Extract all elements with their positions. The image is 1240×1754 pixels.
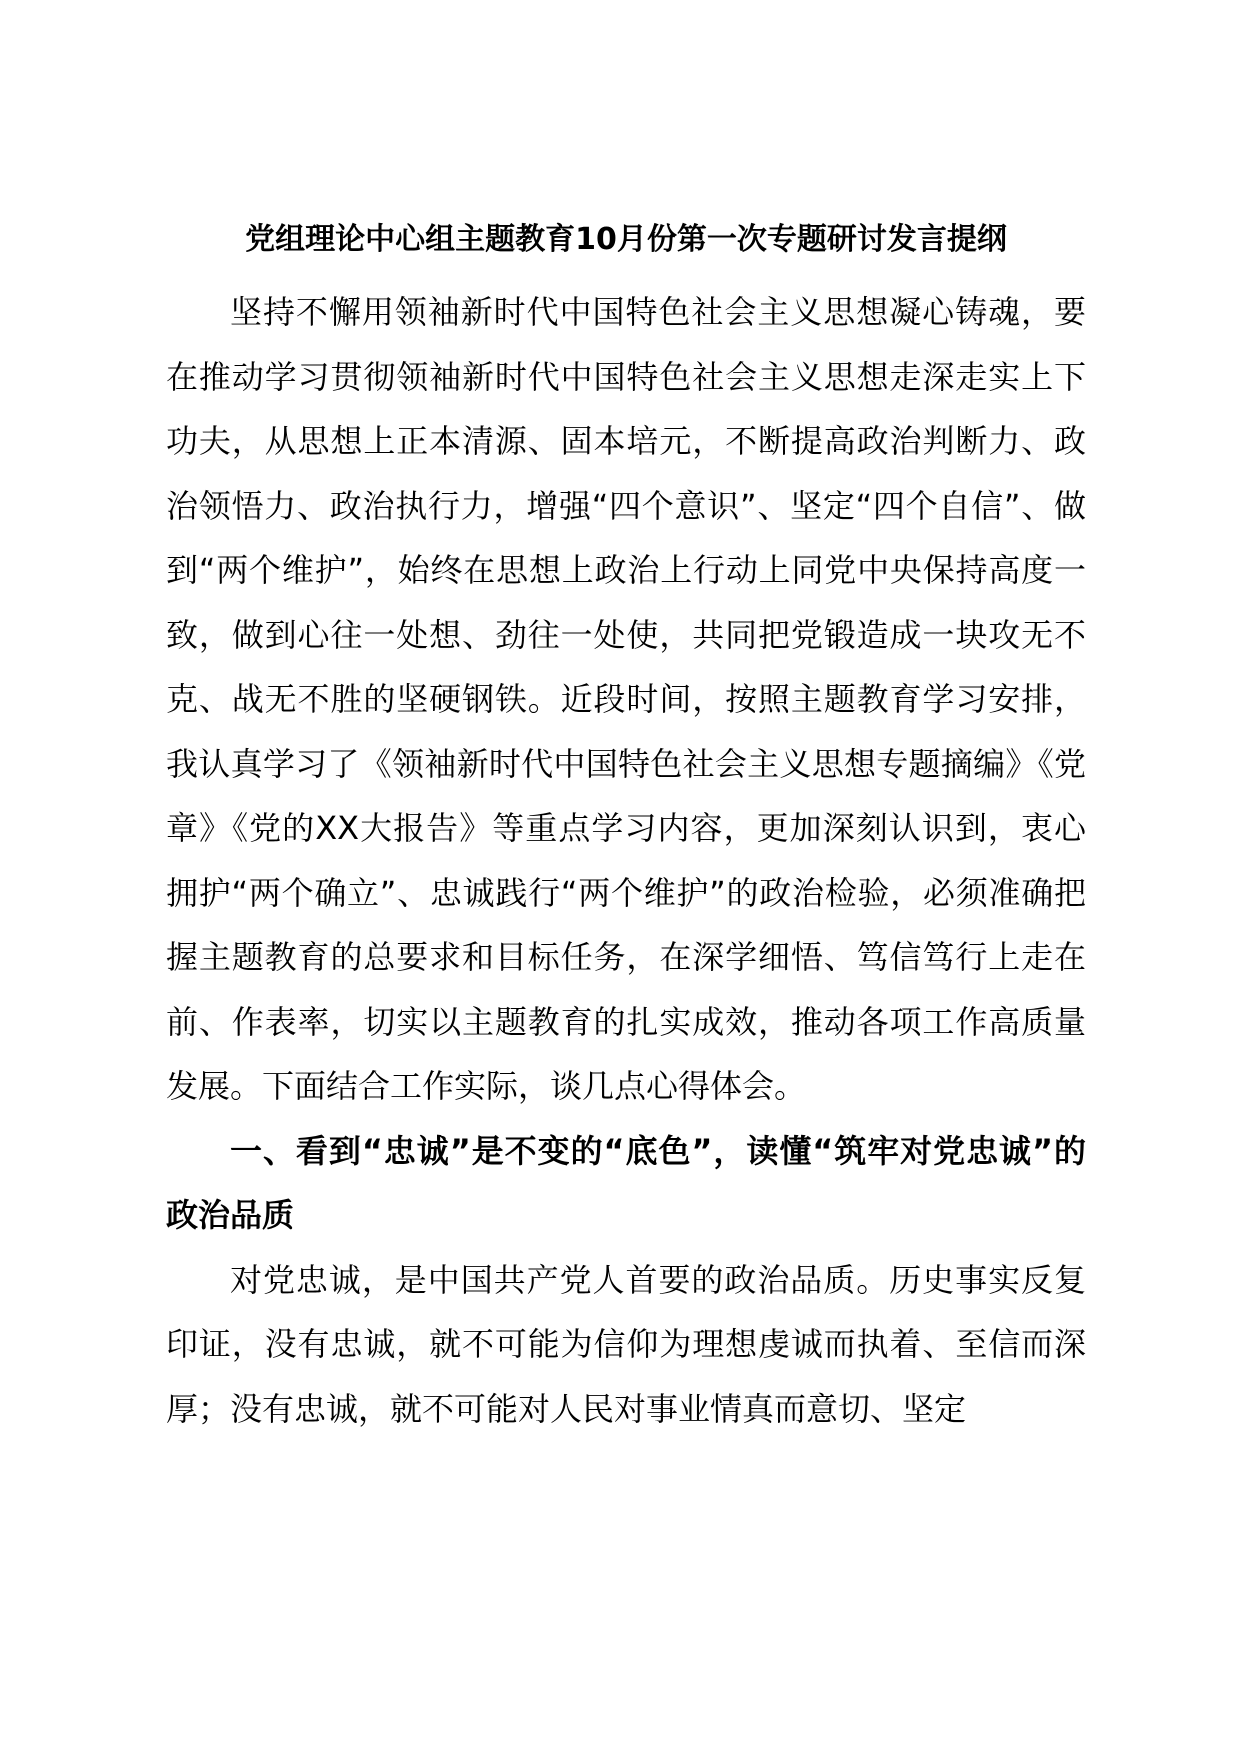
intro-paragraph: 坚持不懈用领袖新时代中国特色社会主义思想凝心铸魂，要在推动学习贯彻领袖新时代中国特色社会主义思想走深走实上下功夫，从思想上正本清源、固本培元，不断提高政治判断力、政治领悟力、政治执行力，增强“四个意识”、坚定“四个自信”、做到“两个维护”，始终在思想上政治上行动上同党中央保持高度一致，做到心往一处想、劲往一处使，共同把党锻造成一块攻无不克、战无不胜的坚硬钢铁。近段时间，按照主题教育学习安排，我认真学习了《领袖新时代中国特色社会主义思想专题摘编》《党章》《党的XX大报告》等重点学习内容，更加深刻认识到，衷心拥护“两个确立”、忠诚践行“两个维护”的政治检验，必须准确把握主题教育的总要求和目标任务，在深学细悟、笃信笃行上走在前、作表率，切实以主题教育的扎实成效，推动各项工作高质量发展。下面结合工作实际，谈几点心得体会。 <box>166 293 1086 1105</box>
document-page <box>166 210 1086 1441</box>
document-title: 党组理论中心组主题教育10月份第一次专题研讨发言提纲 <box>245 222 1007 257</box>
section-paragraph: 对党忠诚，是中国共产党人首要的政治品质。历史事实反复印证，没有忠诚，就不可能为信仰为理想虔诚而执着、至信而深厚；没有忠诚，就不可能对人民对事业情真而意切、坚定 <box>166 1260 1086 1428</box>
section-heading: 一、看到“忠诚”是不变的“底色”，读懂“筑牢对党忠诚”的政治品质 <box>166 1131 1086 1234</box>
